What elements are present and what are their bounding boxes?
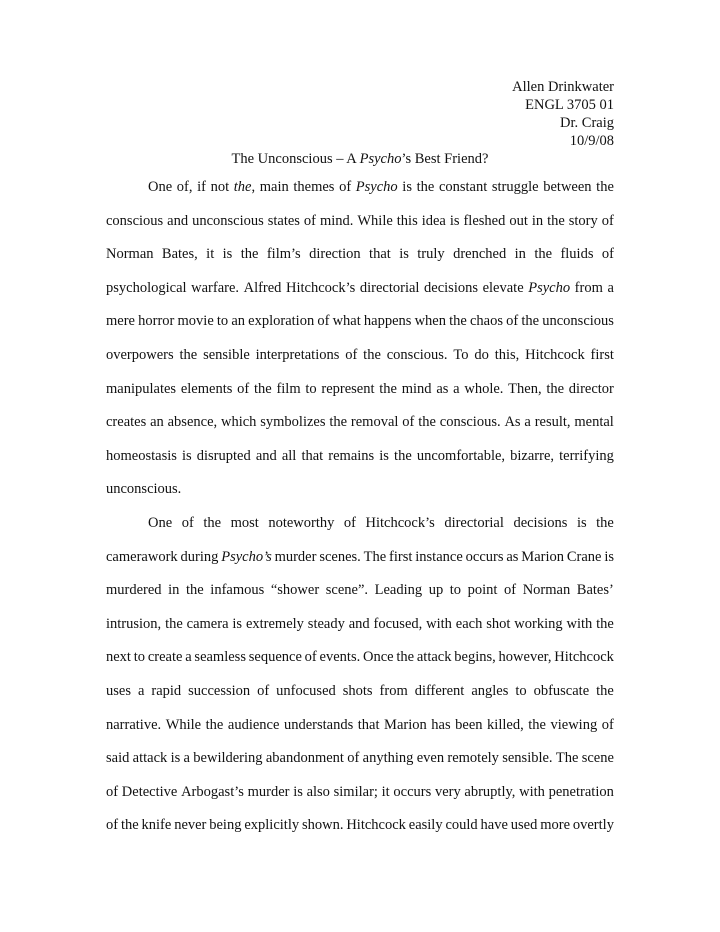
word: unconscious. xyxy=(106,481,182,498)
word: seamless xyxy=(194,649,246,666)
word: of xyxy=(345,347,358,363)
word: to xyxy=(133,649,146,666)
word: intrusion, xyxy=(106,615,162,632)
word: murder xyxy=(274,548,317,565)
word: the xyxy=(240,246,259,263)
word: not xyxy=(210,179,230,195)
word: what xyxy=(332,313,361,330)
word: Once xyxy=(363,649,394,666)
word: shown. xyxy=(301,817,344,834)
word: constant xyxy=(438,179,488,195)
word: scene xyxy=(581,750,614,767)
word: chaos xyxy=(469,313,503,330)
word: murder xyxy=(247,783,290,800)
word: create xyxy=(147,649,183,666)
word: understands xyxy=(283,716,354,733)
word: used xyxy=(510,817,538,834)
word: the xyxy=(596,683,614,699)
word: do xyxy=(474,347,489,363)
word: One xyxy=(148,515,173,531)
word: being xyxy=(209,817,242,834)
word: the xyxy=(165,615,183,632)
word: murdered xyxy=(106,582,162,599)
word: shot xyxy=(486,615,511,632)
text-line xyxy=(106,783,614,801)
word: a xyxy=(137,683,145,699)
word: main xyxy=(259,179,289,195)
word: result, xyxy=(534,414,571,431)
word: occurs xyxy=(465,548,504,565)
word: symbolizes xyxy=(260,414,326,431)
word: Hitchcock’s xyxy=(365,515,435,531)
text-line xyxy=(106,682,614,700)
word: of xyxy=(347,750,360,767)
word: abandonment xyxy=(265,750,344,767)
word: a xyxy=(183,750,190,767)
word: interpretations xyxy=(255,347,340,363)
text-line xyxy=(106,346,614,364)
word: the xyxy=(394,447,412,464)
word: unconscious xyxy=(542,313,614,330)
word: themes xyxy=(293,179,335,195)
word: warfare. xyxy=(191,279,240,296)
text-line xyxy=(106,648,614,666)
word: struggle xyxy=(491,179,539,195)
word: of xyxy=(504,582,517,599)
author-name: Allen Drinkwater xyxy=(512,79,614,95)
word: the xyxy=(449,313,467,330)
word: is xyxy=(379,447,389,464)
word: which xyxy=(220,414,257,431)
word: an xyxy=(150,414,164,431)
word: of xyxy=(237,380,250,397)
word: fluids xyxy=(560,246,594,263)
word: elevate xyxy=(482,279,524,296)
word: narrative. xyxy=(106,716,162,733)
word: As xyxy=(504,414,521,431)
word: of xyxy=(304,649,317,666)
word: attack xyxy=(416,649,452,666)
word: never xyxy=(174,817,207,834)
word: angles xyxy=(471,683,509,699)
word: exploration xyxy=(248,313,315,330)
word: a xyxy=(185,649,192,666)
text-line xyxy=(106,480,614,498)
word: the xyxy=(521,313,540,330)
word: sequence xyxy=(248,649,302,666)
word: To xyxy=(453,347,469,363)
word: the xyxy=(534,246,553,263)
word: events. xyxy=(319,649,361,666)
word: of xyxy=(601,246,614,263)
word: sensible xyxy=(203,347,250,363)
text-line xyxy=(106,447,614,465)
word: unconscious xyxy=(192,212,264,229)
word: overtly xyxy=(572,817,614,834)
word: of xyxy=(303,212,316,229)
word: Hitchcock xyxy=(525,347,585,363)
word: Bates, xyxy=(161,246,198,263)
word: fleshed xyxy=(463,212,506,229)
word: has xyxy=(431,716,451,733)
text-line xyxy=(106,581,614,599)
word: in xyxy=(531,212,544,229)
word: of xyxy=(343,515,356,531)
word: mind. xyxy=(319,212,354,229)
title-film-name: Psycho xyxy=(359,151,402,167)
word: begins, xyxy=(454,649,496,666)
word: also xyxy=(306,783,330,800)
instructor-name: Dr. Craig xyxy=(560,115,614,131)
word: of xyxy=(601,212,614,229)
word: it xyxy=(206,246,215,263)
word: the xyxy=(205,716,224,733)
course-code: ENGL 3705 01 xyxy=(525,97,614,113)
word: a xyxy=(524,414,531,431)
word: remotely xyxy=(447,750,499,767)
word: scenes. xyxy=(319,548,361,565)
word: the xyxy=(329,414,348,431)
word: the, xyxy=(233,179,256,195)
word: most xyxy=(230,515,259,531)
word: to xyxy=(515,683,527,699)
word: bewildering xyxy=(193,750,263,767)
word: if xyxy=(197,179,206,195)
text-line xyxy=(106,312,614,330)
word: uses xyxy=(106,683,131,699)
word: extremely xyxy=(245,615,304,632)
word: remains xyxy=(328,447,375,464)
word: this xyxy=(396,212,418,229)
word: movie xyxy=(177,313,214,330)
word: could xyxy=(445,817,478,834)
word: Leading xyxy=(374,582,423,599)
word: rapid xyxy=(151,683,182,699)
text-line xyxy=(106,279,614,297)
text-line xyxy=(106,548,614,566)
word: mind xyxy=(401,380,432,397)
word: sensible. xyxy=(502,750,553,767)
word: Hitchcock xyxy=(346,817,406,834)
word: have xyxy=(480,817,508,834)
word: Hitchcock xyxy=(554,649,614,666)
word: psychological xyxy=(106,279,187,296)
word: directorial xyxy=(444,515,504,531)
word: however, xyxy=(498,649,552,666)
word: uncomfortable, xyxy=(416,447,506,464)
word: states xyxy=(267,212,300,229)
word: very xyxy=(434,783,461,800)
word: first xyxy=(389,548,413,565)
word: of xyxy=(257,683,270,699)
word: from xyxy=(379,683,408,699)
word: The xyxy=(363,548,387,565)
word: to xyxy=(305,380,317,397)
text-line xyxy=(148,178,614,196)
word: absence, xyxy=(167,414,218,431)
word: anything xyxy=(362,750,414,767)
word: mere xyxy=(106,313,135,330)
word: terrifying xyxy=(559,447,614,464)
word: Marion xyxy=(384,716,427,733)
word: working xyxy=(514,615,563,632)
word: penetration xyxy=(548,783,614,800)
word: and xyxy=(167,212,189,229)
word: represent xyxy=(321,380,375,397)
word: Arbogast’s xyxy=(181,783,244,800)
word: similar; xyxy=(333,783,378,800)
word: audience xyxy=(227,716,280,733)
word: of xyxy=(106,817,119,834)
word: with xyxy=(426,615,452,632)
word: of xyxy=(106,783,119,800)
word: While xyxy=(165,716,202,733)
word: point xyxy=(467,582,498,599)
word: the xyxy=(203,515,222,531)
word: knife xyxy=(141,817,172,834)
word: is xyxy=(604,548,614,565)
word: during xyxy=(180,548,219,565)
word: with xyxy=(566,615,593,632)
word: the xyxy=(186,582,204,599)
word: in xyxy=(514,246,526,263)
word: more xyxy=(540,817,571,834)
word: decisions xyxy=(513,515,568,531)
word: is xyxy=(576,515,587,531)
word: been xyxy=(455,716,483,733)
word: succession xyxy=(188,683,251,699)
word: as xyxy=(506,548,519,565)
word: Psycho xyxy=(528,279,571,296)
word: of xyxy=(181,515,194,531)
word: with xyxy=(519,783,545,800)
word: truly xyxy=(417,246,445,263)
word: that xyxy=(301,447,324,464)
text-line xyxy=(106,245,614,263)
word: a xyxy=(607,279,614,296)
word: film’s xyxy=(266,246,301,263)
word: and xyxy=(255,447,277,464)
author-header xyxy=(512,78,614,150)
word: noteworthy xyxy=(268,515,335,531)
title-text-start: The Unconscious – A xyxy=(231,151,360,167)
word: different xyxy=(414,683,465,699)
word: abruptly, xyxy=(464,783,516,800)
word: in xyxy=(168,582,180,599)
word: viewing xyxy=(550,716,598,733)
word: is xyxy=(222,246,233,263)
word: Crane xyxy=(566,548,602,565)
word: is xyxy=(170,750,181,767)
word: directorial xyxy=(359,279,420,296)
word: direction xyxy=(309,246,361,263)
word: easily xyxy=(408,817,443,834)
word: it xyxy=(381,783,390,800)
word: said xyxy=(106,750,130,767)
word: the xyxy=(546,380,565,397)
word: story xyxy=(568,212,598,229)
word: conscious xyxy=(106,212,164,229)
word: creates xyxy=(106,414,147,431)
word: and xyxy=(348,615,370,632)
word: homeostasis xyxy=(106,447,177,464)
word: “shower xyxy=(270,582,320,599)
word: between xyxy=(543,179,592,195)
word: explicitly xyxy=(244,817,300,834)
word: is xyxy=(399,246,409,263)
word: Norman xyxy=(522,582,571,599)
word: Alfred xyxy=(243,279,282,296)
word: all xyxy=(281,447,297,464)
word: idea xyxy=(421,212,446,229)
word: the xyxy=(547,212,565,229)
word: mental xyxy=(574,414,614,431)
word: manipulates xyxy=(106,380,177,397)
word: that xyxy=(357,716,380,733)
word: Psycho’s xyxy=(221,548,272,565)
word: is xyxy=(449,212,460,229)
word: when xyxy=(414,313,446,330)
word: Bates’ xyxy=(576,582,614,599)
word: director xyxy=(568,380,614,397)
word: each xyxy=(455,615,483,632)
word: a xyxy=(453,380,460,397)
title-text-end: ’s Best Friend? xyxy=(401,151,489,167)
word: camerawork xyxy=(106,548,178,565)
word: obfuscate xyxy=(533,683,590,699)
word: the xyxy=(416,179,435,195)
text-line xyxy=(106,615,614,633)
word: as xyxy=(436,380,449,397)
word: killed, xyxy=(487,716,524,733)
word: the xyxy=(363,347,381,363)
word: up xyxy=(428,582,444,599)
word: conscious. xyxy=(386,347,448,363)
word: an xyxy=(231,313,246,330)
word: of xyxy=(317,313,330,330)
essay-title xyxy=(0,150,720,168)
text-line xyxy=(106,413,614,431)
word: One xyxy=(148,179,173,195)
word: even xyxy=(416,750,445,767)
word: bizarre, xyxy=(510,447,555,464)
word: from xyxy=(574,279,603,296)
word: the xyxy=(596,515,614,531)
text-line xyxy=(106,380,614,398)
word: drenched xyxy=(453,246,507,263)
word: happens xyxy=(363,313,412,330)
word: of, xyxy=(176,179,193,195)
word: is xyxy=(181,447,192,464)
word: is xyxy=(293,783,303,800)
word: Hitchcock’s xyxy=(286,279,356,296)
word: camera xyxy=(186,615,229,632)
word: shots xyxy=(342,683,373,699)
word: the xyxy=(596,179,614,195)
word: removal xyxy=(350,414,399,431)
word: is xyxy=(402,179,412,195)
word: the xyxy=(596,615,614,632)
essay-date: 10/9/08 xyxy=(569,133,614,149)
word: steady xyxy=(307,615,345,632)
word: film xyxy=(276,380,301,397)
word: is xyxy=(232,615,243,632)
word: scene”. xyxy=(325,582,369,599)
word: the xyxy=(179,347,198,363)
word: infamous xyxy=(210,582,265,599)
word: Psycho xyxy=(355,179,398,195)
word: whole. xyxy=(464,380,504,397)
text-line xyxy=(148,514,614,532)
word: the xyxy=(528,716,546,733)
word: this, xyxy=(494,347,520,363)
word: of xyxy=(339,179,352,195)
word: the xyxy=(379,380,397,397)
word: Norman xyxy=(106,246,154,263)
word: overpowers xyxy=(106,347,174,363)
word: Then, xyxy=(508,380,542,397)
word: disrupted xyxy=(196,447,251,464)
word: occurs xyxy=(393,783,432,800)
word: the xyxy=(418,414,436,431)
word: that xyxy=(369,246,391,263)
text-line xyxy=(106,716,614,734)
word: first xyxy=(590,347,614,363)
word: the xyxy=(396,649,415,666)
word: focused, xyxy=(373,615,423,632)
word: While xyxy=(357,212,393,229)
word: unfocused xyxy=(276,683,336,699)
word: to xyxy=(449,582,462,599)
word: attack xyxy=(132,750,168,767)
word: decisions xyxy=(424,279,478,296)
text-line xyxy=(106,212,614,230)
word: out xyxy=(509,212,528,229)
word: Marion xyxy=(521,548,564,565)
word: instance xyxy=(415,548,463,565)
word: next xyxy=(106,649,131,666)
word: Detective xyxy=(121,783,178,800)
word: elements xyxy=(180,380,233,397)
word: the xyxy=(120,817,139,834)
text-line xyxy=(106,816,614,834)
word: of xyxy=(402,414,415,431)
word: the xyxy=(253,380,272,397)
word: of xyxy=(506,313,519,330)
text-line xyxy=(106,749,614,767)
word: to xyxy=(216,313,229,330)
word: The xyxy=(555,750,579,767)
word: horror xyxy=(138,313,175,330)
word: conscious. xyxy=(439,414,501,431)
word: of xyxy=(601,716,614,733)
